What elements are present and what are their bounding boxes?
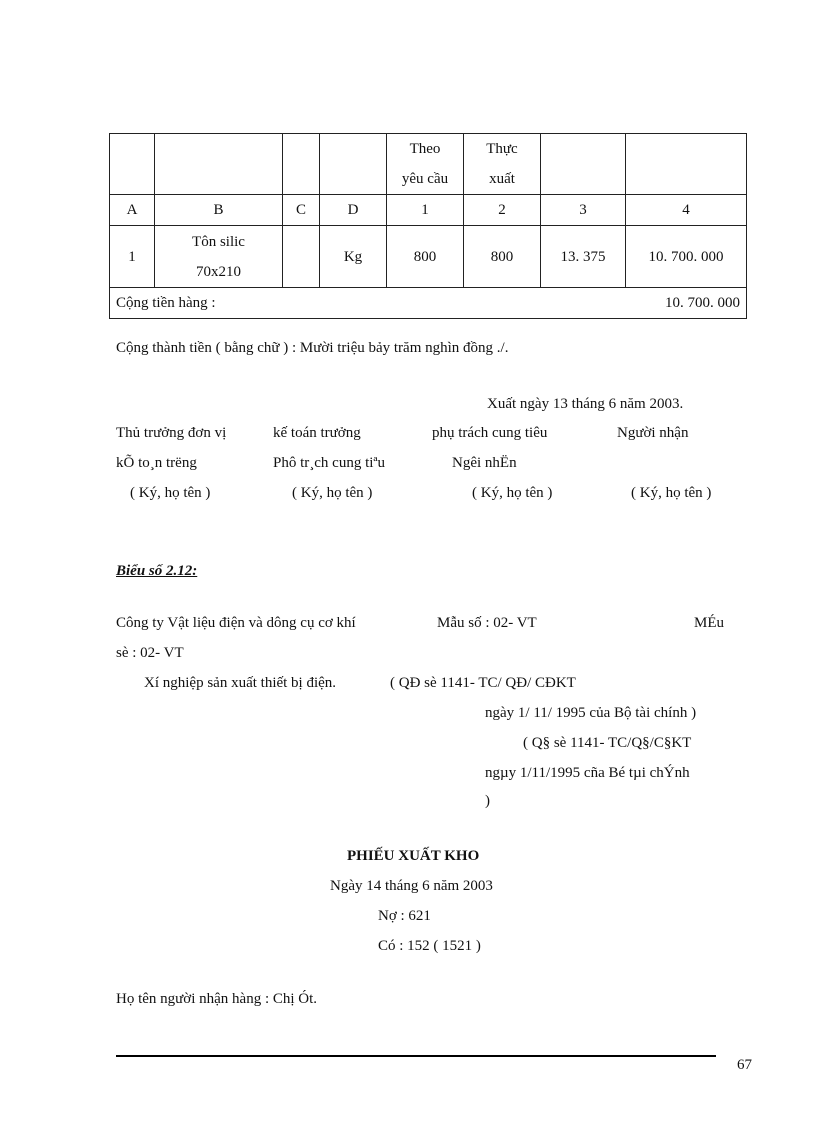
header-cell	[283, 134, 320, 195]
sig-title-receiver: Người nhận	[617, 425, 689, 441]
form-title: Biểu số 2.12:	[116, 563, 198, 579]
header-cell	[155, 134, 283, 195]
header-actual: Thực xuất	[464, 134, 541, 195]
decision-line-4: ngµy 1/11/1995 cña Bé tµi chÝnh	[485, 765, 690, 781]
row-stt: 1	[110, 226, 155, 288]
sig-garbled-supply: Phô tr¸ch cung tiªu	[273, 455, 386, 471]
slip-date: Ngày 14 tháng 6 năm 2003	[330, 878, 493, 894]
decision-line-2: ngày 1/ 11/ 1995 của Bộ tài chính )	[485, 705, 697, 721]
code-2: 2	[464, 195, 541, 226]
header-requested: Theo yêu cầu	[387, 134, 464, 195]
sign-line-4: ( Ký, họ tên )	[631, 485, 712, 501]
amount-in-words: Cộng thành tiền ( bằng chữ ) : Mười triệu bảy trăm nghìn đồng ./.	[116, 340, 509, 356]
sig-title-head: Thủ trưởng đơn vị	[116, 425, 227, 441]
sign-line-2: ( Ký, họ tên )	[292, 485, 373, 501]
code-b: B	[155, 195, 283, 226]
row-requested: 800	[387, 226, 464, 288]
row-amount: 10. 700. 000	[626, 226, 747, 288]
row-actual: 800	[464, 226, 541, 288]
sig-garbled-accountant: kÕ to¸n trëng	[116, 455, 197, 471]
debit-account: Nợ : 621	[378, 908, 431, 924]
receiver-name: Họ tên người nhận hàng : Chị Ót.	[116, 991, 318, 1007]
page-number: 67	[737, 1057, 752, 1073]
form-number: Mẫu số : 02- VT	[437, 615, 537, 631]
column-code-row	[110, 195, 747, 226]
row-price: 13. 375	[541, 226, 626, 288]
row-name-line1: Tôn silic	[192, 233, 245, 250]
header-cell	[110, 134, 155, 195]
code-a: A	[110, 195, 155, 226]
total-value: 10. 700. 000	[387, 288, 747, 319]
sig-title-supply: phụ trách cung tiêu	[432, 425, 548, 441]
total-label: Cộng tiền hàng :	[110, 288, 387, 319]
decision-line-3: ( Q§ sè 1141- TC/Q§/C§KT	[523, 735, 692, 751]
company-name: Công ty Vật liệu điện và dông cụ cơ khí	[116, 615, 356, 631]
row-name-line2: 70x210	[196, 263, 241, 280]
header-cell	[626, 134, 747, 195]
credit-account: Có : 152 ( 1521 )	[378, 938, 481, 954]
code-4: 4	[626, 195, 747, 226]
footer-rule	[116, 1055, 716, 1057]
code-d: D	[320, 195, 387, 226]
slip-title: PHIẾU XUẤT KHO	[347, 848, 480, 864]
sig-garbled-receiver: Ngêi nhËn	[452, 455, 517, 471]
table-row	[110, 226, 747, 288]
row-unit: Kg	[320, 226, 387, 288]
goods-table	[109, 133, 747, 319]
header-cell	[320, 134, 387, 195]
header-cell	[541, 134, 626, 195]
sign-line-3: ( Ký, họ tên )	[472, 485, 553, 501]
code-c: C	[283, 195, 320, 226]
table-header-row	[110, 134, 747, 195]
decision-line-5: )	[485, 793, 490, 809]
code-1: 1	[387, 195, 464, 226]
decision-line-1: ( QĐ sè 1141- TC/ QĐ/ CĐKT	[390, 675, 576, 691]
total-row	[110, 288, 747, 319]
enterprise-name: Xí nghiệp sản xuất thiết bị điện.	[144, 675, 337, 691]
form-number-garbled-a: MÉu	[694, 615, 724, 631]
sig-title-accountant: kế toán trưởng	[273, 425, 361, 441]
row-name	[155, 226, 283, 288]
row-c	[283, 226, 320, 288]
code-3: 3	[541, 195, 626, 226]
form-number-garbled-b: sè : 02- VT	[116, 645, 184, 661]
issue-date: Xuất ngày 13 tháng 6 năm 2003.	[487, 396, 684, 412]
sign-line-1: ( Ký, họ tên )	[130, 485, 211, 501]
